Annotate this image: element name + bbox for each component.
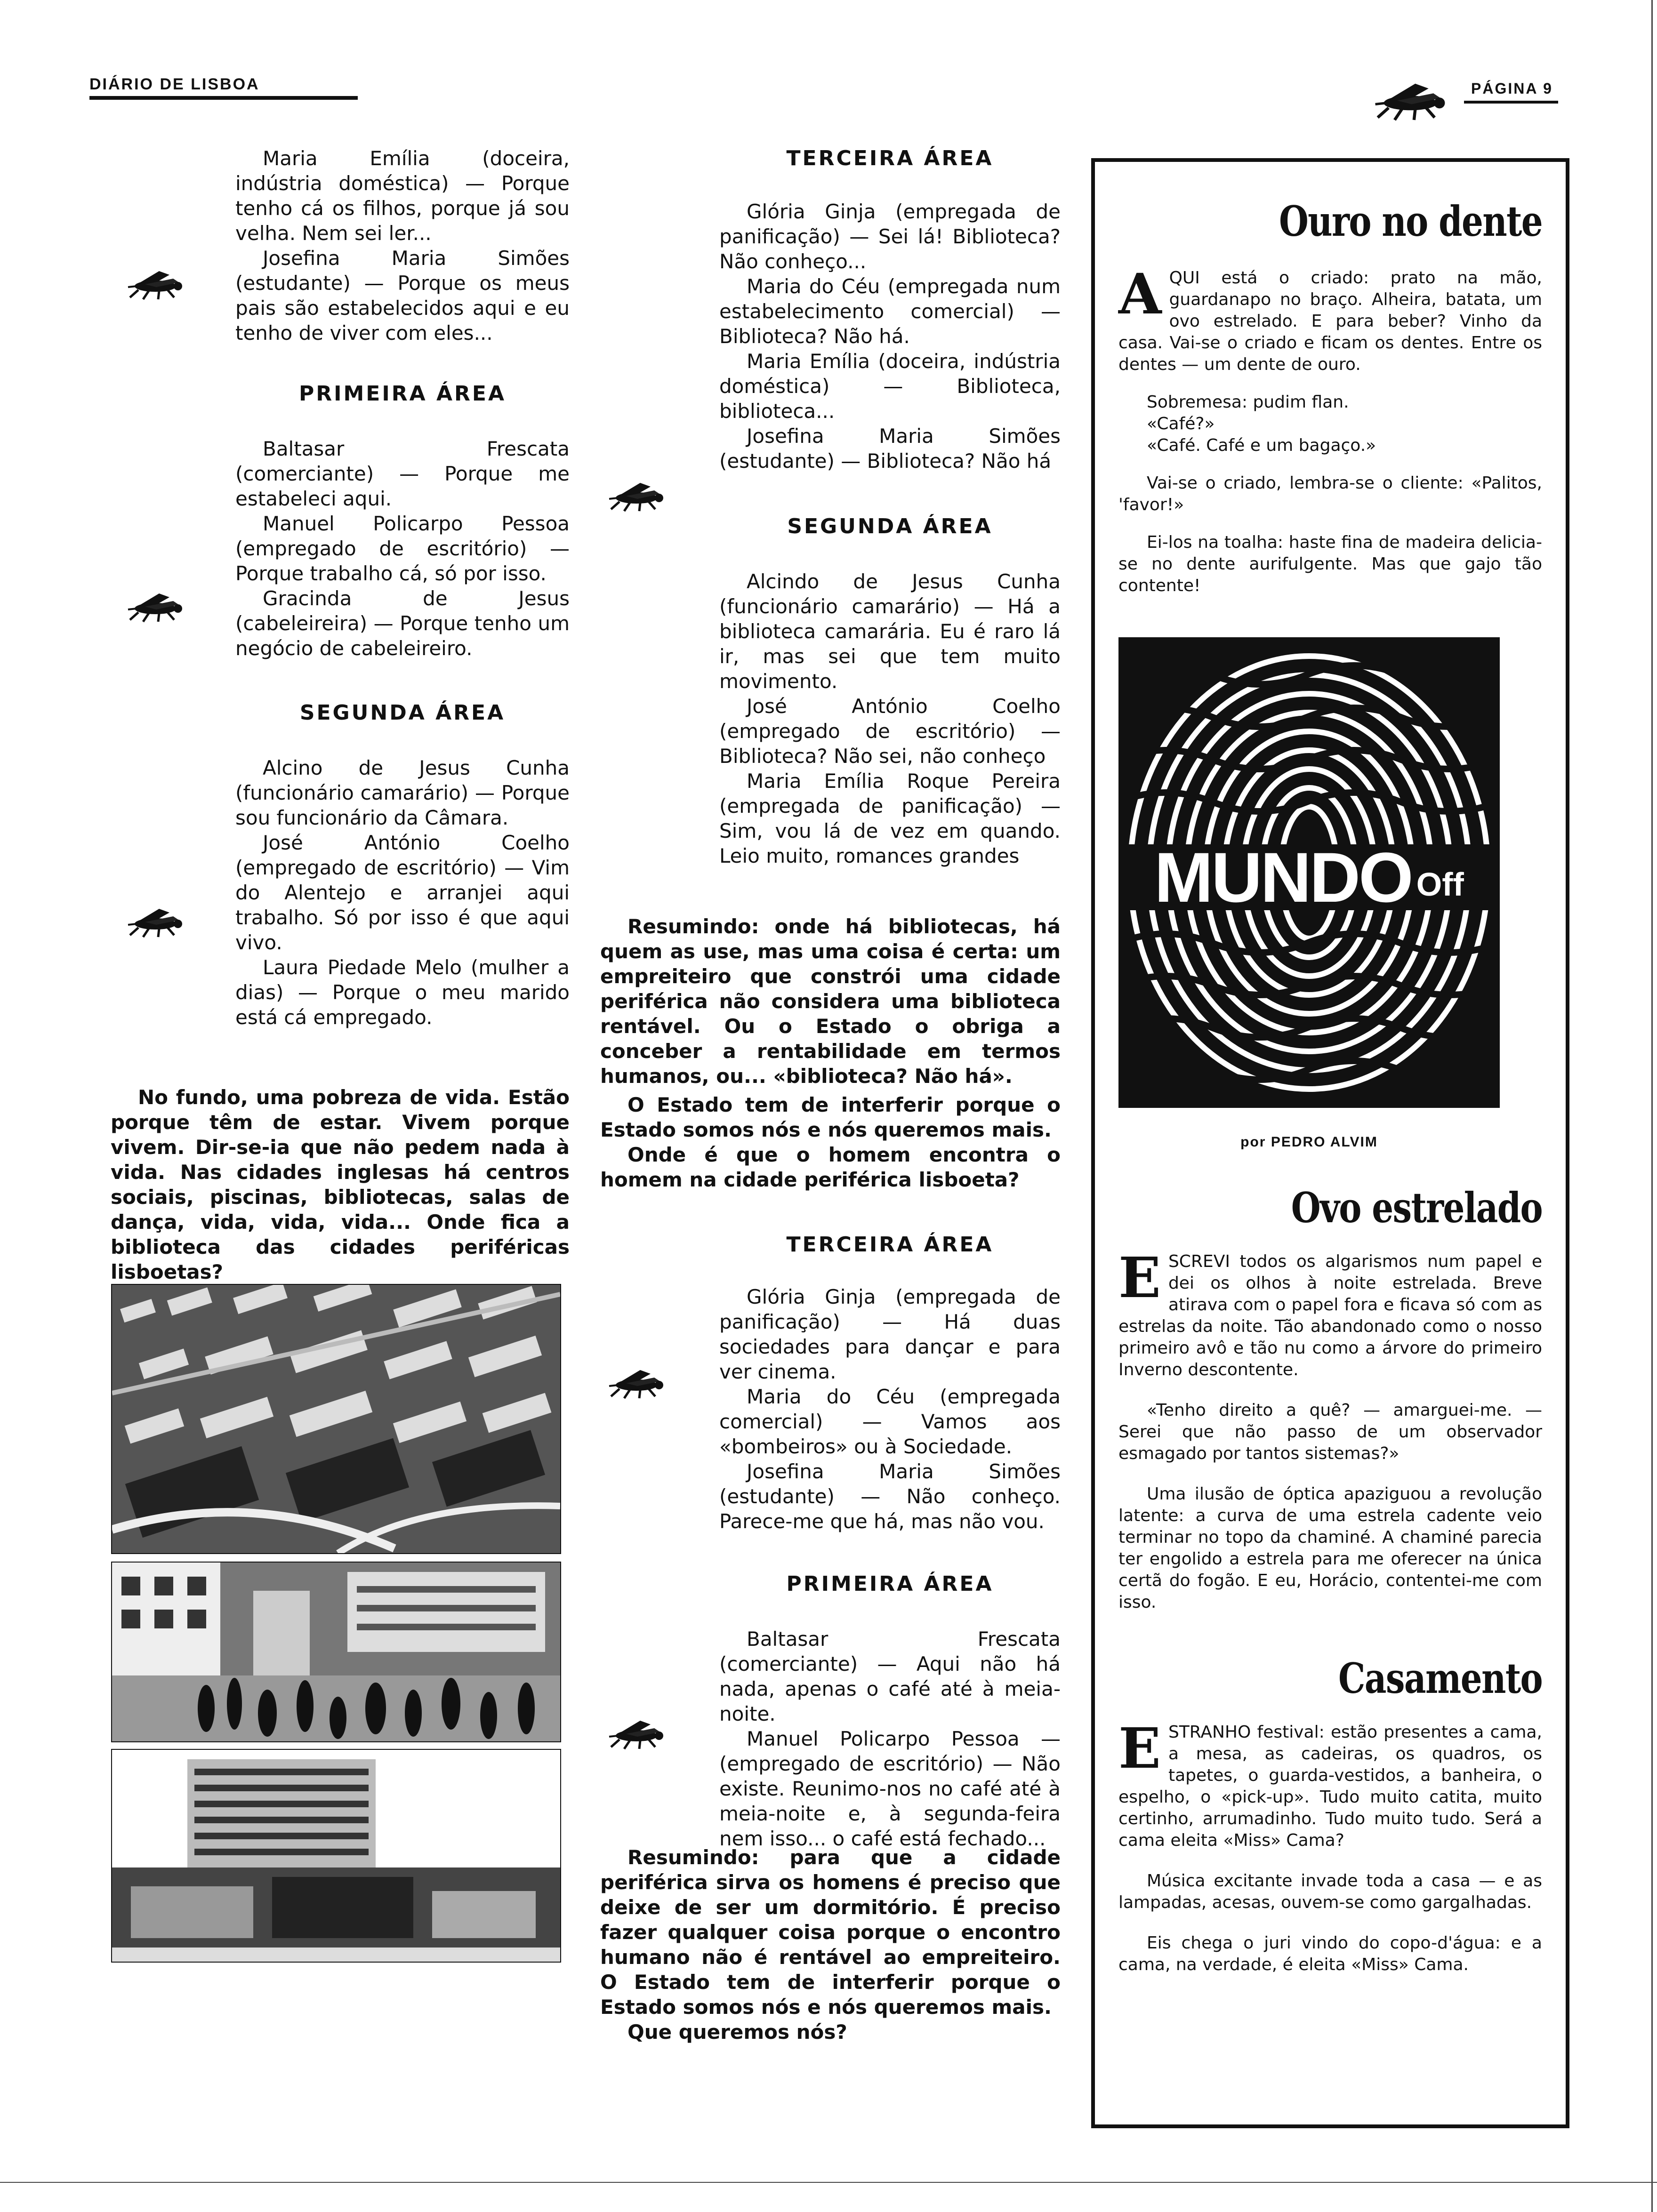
section-heading: SEGUNDA ÁREA	[787, 514, 993, 538]
article-title: Casamento	[1338, 1654, 1542, 1703]
article-paragraph: «Tenho direito a quê? — amarguei-me. — Serei que não passo de um observador esmagado por tantos sistemas?»	[1118, 1401, 1542, 1463]
middle-summary-2	[600, 1845, 1061, 2044]
testimony: Alcindo de Jesus Cunha (funcionário camarário) — Há a biblioteca camarária. Eu é raro lá ir, mas sei que tem muito movimento.	[719, 570, 1061, 693]
newspaper-name: DIÁRIO DE LISBOA	[89, 75, 260, 93]
article-paragraph: ESTRANHO festival: estão presentes a cama, a mesa, as cadeiras, os quadros, os tapetes, o guarda-vestidos, a banheira, o espelho, o «pick-up». Tudo muito catita, muito certinho, arrumadinho. Tudo muito tudo. Será a cama eleita «Miss» Cama?	[1118, 1715, 1542, 1850]
article-paragraph: «Café?»	[1147, 414, 1215, 433]
fly-icon	[607, 1718, 668, 1751]
article-body	[1118, 1245, 1542, 1613]
testimony: Baltasar Frescata (comerciante) — Porque me estabeleci aqui.	[235, 437, 570, 510]
section-heading: TERCEIRA ÁREA	[786, 1233, 994, 1257]
summary-paragraph: Resumindo: para que a cidade periférica sirva os homens é preciso que deixe de ser um dormitório. É preciso fazer qualquer coisa porque o encontro humano não é rentável ao empreiteiro. O Estado tem de interferir porque o Estado somos nós e nós queremos mais.	[600, 1846, 1061, 2019]
article-paragraph: Vai-se o criado, lembra-se o cliente: «Palitos, 'favor!»	[1118, 473, 1542, 514]
graphic-title: MUNDO	[1154, 838, 1412, 917]
testimony: Josefina Maria Simões (estudante) — Porque os meus pais são estabelecidos aqui e eu tenho de viver com eles...	[235, 247, 570, 345]
drop-cap: E	[1118, 1245, 1161, 1310]
middle-column-lower	[719, 1232, 1061, 1851]
testimony: Maria do Céu (empregada num estabelecimento comercial) — Biblioteca? Não há.	[719, 275, 1061, 348]
article-title: Ouro no dente	[1279, 197, 1542, 246]
article-paragraph: Sobremesa: pudim flan.	[1147, 393, 1349, 412]
section-heading: SEGUNDA ÁREA	[299, 701, 506, 725]
testimony: José António Coelho (empregado de escritório) — Vim do Alentejo e arranjei aqui trabalho. Só por isso é que aqui vivo.	[235, 831, 570, 954]
byline: por PEDRO ALVIM	[1240, 1134, 1378, 1150]
testimony: Laura Piedade Melo (mulher a dias) — Porque o meu marido está cá empregado.	[235, 956, 570, 1029]
buildings-photo	[111, 1749, 561, 1963]
fly-icon	[126, 268, 187, 301]
fly-icon	[1365, 80, 1459, 122]
testimony: Josefina Maria Simões (estudante) — Não conheço. Parece-me que há, mas não vou.	[719, 1460, 1061, 1533]
article-paragraph: Eis chega o juri vindo do copo-d'água: e a cama, na verdade, é eleita «Miss» Cama.	[1118, 1933, 1542, 1974]
testimony: Maria Emília (doceira, indústria doméstica) — Biblioteca, biblioteca...	[719, 350, 1061, 423]
testimony: Gracinda de Jesus (cabeleireira) — Porque tenho um negócio de cabeleireiro.	[235, 587, 570, 660]
testimony: Josefina Maria Simões (estudante) — Biblioteca? Não há	[719, 425, 1061, 473]
article-body	[1118, 1715, 1542, 1976]
fly-icon	[126, 591, 187, 624]
left-column	[235, 146, 570, 1030]
page-right-edge	[1651, 0, 1653, 2212]
testimony: José António Coelho (empregado de escritório) — Biblioteca? Não sei, não conheço	[719, 695, 1061, 768]
testimony: Maria do Céu (empregada comercial) — Vamos aos «bombeiros» ou à Sociedade.	[719, 1385, 1061, 1458]
drop-cap: A	[1118, 261, 1162, 327]
drop-cap: E	[1118, 1715, 1161, 1781]
middle-summary-1	[600, 914, 1061, 1192]
article-paragraph: Música excitante invade toda a casa — e as lampadas, acesas, ouvem-se como gargalhadas.	[1118, 1871, 1542, 1912]
left-summary	[111, 1085, 570, 1284]
section-heading: PRIMEIRA ÁREA	[786, 1572, 994, 1596]
article-paragraph: Uma ilusão de óptica apaziguou a revolução latente: a curva de uma estrela cadente veio terminar no topo da chaminé. A chaminé parecia ter engolido a estrela para me oferecer na única certã do fogão. E eu, Horácio, contentei-me com isso.	[1118, 1484, 1542, 1612]
article-title: Ovo estrelado	[1291, 1183, 1542, 1232]
street-photo	[111, 1562, 561, 1742]
summary-paragraph: No fundo, uma pobreza de vida. Estão porque têm de estar. Vivem porque vivem. Dir-se-ia que não pedem nada à vida. Nas cidades inglesas há centros sociais, piscinas, bibliotecas, salas de dança, vida, vida, vida... Onde fica a biblioteca das cidades periféricas lisboetas?	[111, 1086, 570, 1283]
testimony: Glória Ginja (empregada de panificação) — Há duas sociedades para dançar e para ver cinema.	[719, 1285, 1061, 1383]
testimony: Maria Emília Roque Pereira (empregada de panificação) — Sim, vou lá de vez em quando. Leio muito, romances grandes	[719, 769, 1061, 867]
aerial-city-photo	[111, 1284, 561, 1554]
testimony: Manuel Policarpo Pessoa (empregado de escritório) — Porque trabalho cá, só por isso.	[235, 512, 570, 585]
testimony: Glória Ginja (empregada de panificação) — Sei lá! Biblioteca? Não conheço...	[719, 200, 1061, 273]
summary-paragraph: Onde é que o homem encontra o homem na cidade periférica lisboeta?	[600, 1143, 1061, 1191]
page-bottom-rule	[0, 2182, 1657, 2183]
testimony: Baltasar Frescata (comerciante) — Aqui não há nada, apenas o café até à meia-noite.	[719, 1627, 1061, 1725]
closing-question: Que queremos nós?	[627, 2020, 847, 2044]
article-paragraph: AQUI está o criado: prato na mão, guardanapo no braço. Alheira, batata, um ovo estrelado. E para beber? Vinho da casa. Vai-se o criado e ficam os dentes. Entre os dentes — um dente de ouro.	[1118, 261, 1542, 374]
testimony: Maria Emília (doceira, indústria doméstica) — Porque tenho cá os filhos, porque já sou velha. Nem sei ler...	[235, 147, 570, 245]
header-rule-right	[1464, 101, 1558, 104]
header-rule-left	[89, 96, 358, 100]
testimony: Manuel Policarpo Pessoa — (empregado de escritório) — Não existe. Reunimo-nos no café até à meia-noite e, à segunda-feira nem isso... o café está fechado...	[719, 1727, 1061, 1850]
summary-paragraph: O Estado tem de interferir porque o Estado somos nós e nós queremos mais.	[600, 1093, 1061, 1141]
fly-icon	[607, 1367, 668, 1400]
fly-icon	[126, 906, 187, 939]
article-paragraph: Ei-los na toalha: haste fina de madeira delicia-se no dente aurifulgente. Mas que gajo tão contente!	[1118, 533, 1542, 595]
fly-icon	[607, 480, 668, 513]
article-paragraph: «Café. Café e um bagaço.»	[1147, 436, 1376, 455]
article-body	[1118, 261, 1542, 597]
section-heading: PRIMEIRA ÁREA	[298, 382, 506, 406]
graphic-subtitle: Off	[1416, 866, 1464, 903]
op-art-graphic	[1118, 637, 1500, 1108]
article-paragraph: ESCREVI todos os algarismos num papel e dei os olhos à noite estrelada. Breve atirava com o papel fora e ficava só com as estrelas da noite. Tão abandonado como o nosso primeiro avô e tão nu como a árvore do primeiro Inverno descontente.	[1118, 1245, 1542, 1379]
page-number: PÁGINA 9	[1471, 80, 1553, 97]
middle-column	[719, 146, 1061, 868]
summary-paragraph: Resumindo: onde há bibliotecas, há quem as use, mas uma coisa é certa: um empreiteiro que constrói uma cidade periférica não considera uma biblioteca rentável. Ou o Estado o obriga a conceber a rentabilidade em termos humanos, ou... «biblioteca? Não há».	[600, 915, 1061, 1088]
section-heading: TERCEIRA ÁREA	[786, 146, 994, 170]
testimony: Alcino de Jesus Cunha (funcionário camarário) — Porque sou funcionário da Câmara.	[235, 756, 570, 829]
sidebar-box	[1091, 158, 1569, 2128]
